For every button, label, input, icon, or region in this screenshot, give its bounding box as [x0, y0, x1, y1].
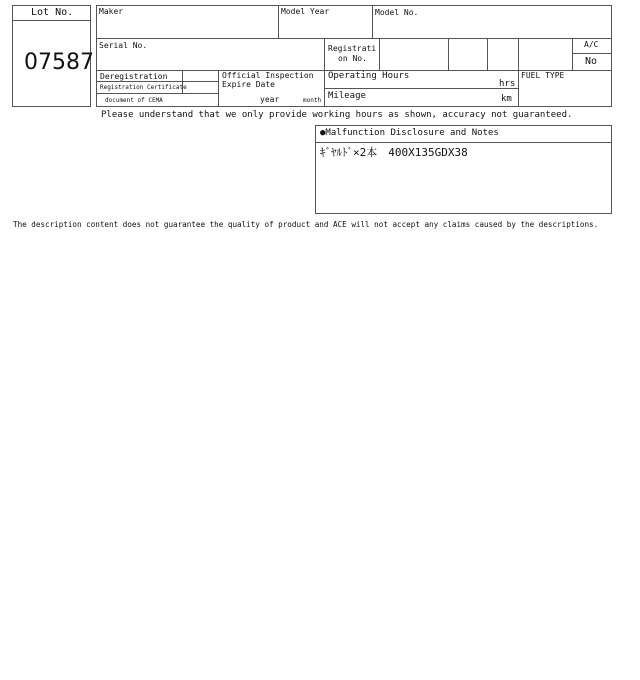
dereg-row2: [96, 93, 218, 94]
row2-div-e: [518, 38, 519, 107]
row2-div-f: [572, 38, 573, 70]
lot-divider: [12, 20, 91, 21]
official-inspection-label-1: Official Inspection: [222, 71, 314, 80]
km-unit: km: [501, 94, 512, 104]
model-no-label: Model No.: [375, 8, 419, 17]
row1-bottom: [96, 38, 612, 39]
registration-no-label-2: on No.: [338, 54, 367, 63]
deregistration-label: Deregistration: [100, 72, 168, 81]
maker-label: Maker: [99, 7, 124, 16]
official-inspection-label-2: Expire Date: [222, 80, 275, 89]
fuel-type-label: FUEL TYPE: [521, 71, 565, 80]
hrs-unit: hrs: [499, 79, 516, 89]
row1-div-a: [278, 5, 279, 38]
malfunction-notes: ｷﾞﾔﾙﾄﾞ×2本 400X135GDX38: [320, 146, 468, 159]
document-of-cema-label: document of CEMA: [105, 97, 163, 104]
lot-number: 07587: [24, 50, 94, 75]
registration-no-label-1: Registrati: [328, 44, 377, 53]
row2-div-d: [487, 38, 488, 70]
year-label: year: [260, 95, 280, 104]
row2-div-a: [324, 38, 325, 107]
inspection-div: [218, 70, 219, 107]
month-label: month: [303, 97, 322, 104]
hours-divider: [324, 88, 518, 89]
ac-value: No: [585, 56, 598, 67]
dereg-row1: [96, 81, 218, 82]
malfunction-title: ●Malfunction Disclosure and Notes: [320, 128, 499, 138]
malfunction-box: [315, 125, 612, 214]
model-year-label: Model Year: [281, 7, 330, 16]
lot-label: Lot No.: [31, 7, 74, 18]
row2-div-b: [379, 38, 380, 70]
disclaimer-text: The description content does not guarantee the quality of product and ACE will not accept any claims caused by the descriptions.: [13, 220, 599, 229]
malfunction-divider: [315, 142, 612, 143]
mileage-label: Mileage: [328, 91, 366, 101]
row1-div-b: [372, 5, 373, 38]
row2-div-c: [448, 38, 449, 70]
operating-hours-label: Operating Hours: [328, 71, 410, 81]
serial-no-label: Serial No.: [99, 41, 148, 50]
ac-label: A/C: [584, 40, 599, 49]
registration-certificate-label: Registration Certificate: [100, 84, 187, 91]
ac-divider: [572, 53, 612, 54]
working-hours-notice: Please understand that we only provide working hours as shown, accuracy not guaranteed.: [101, 110, 573, 120]
